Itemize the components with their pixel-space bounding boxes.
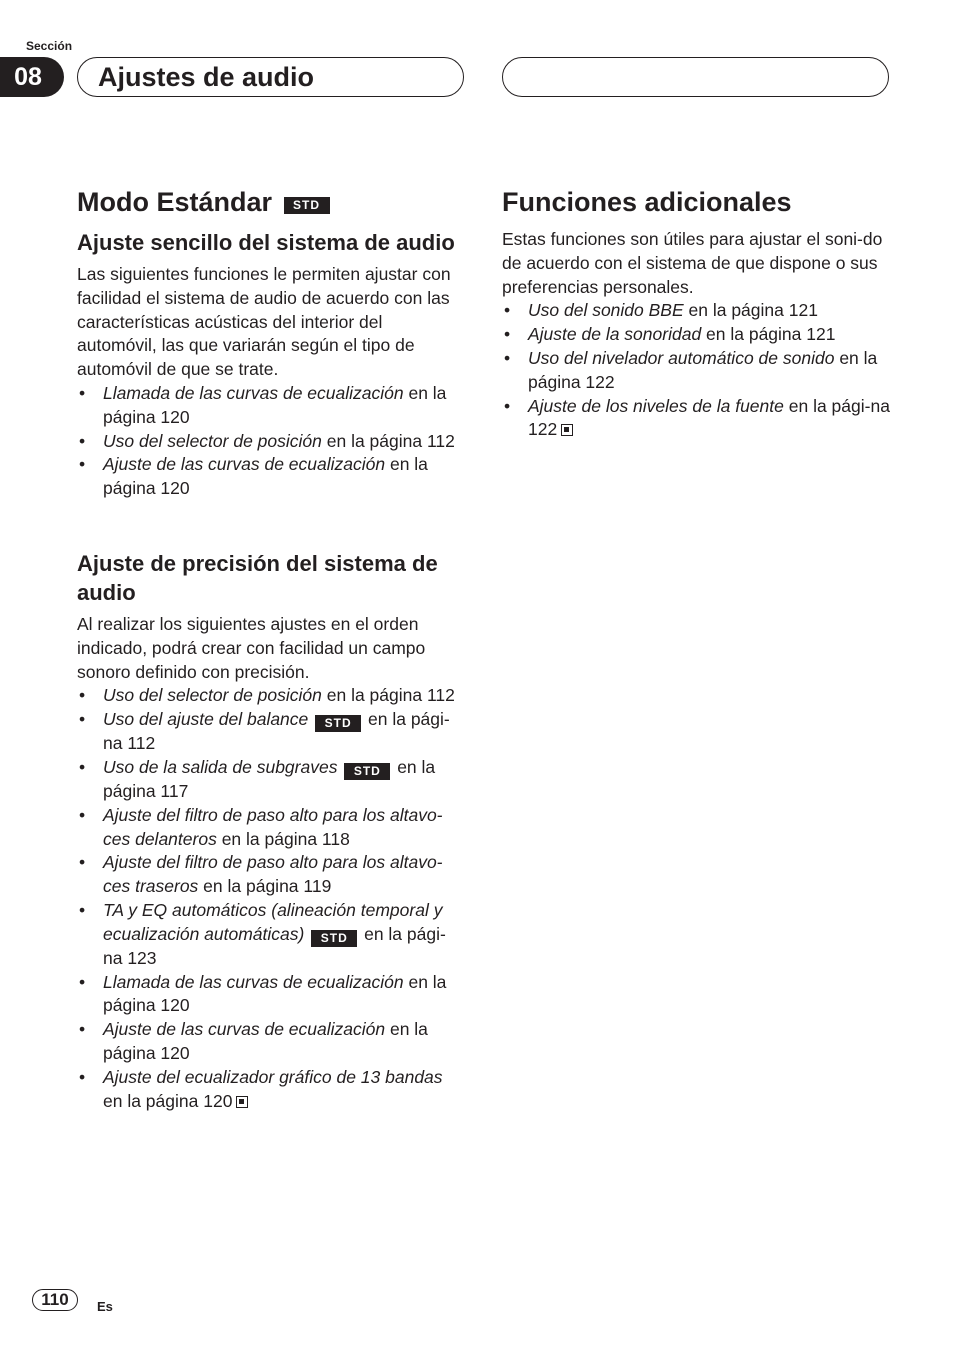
- item-function: Uso del sonido BBE: [528, 300, 684, 321]
- item-page-ref: en la página 119: [198, 876, 332, 897]
- list-item: [77, 899, 459, 971]
- precision-adjust-body: Al realizar los siguientes ajustes en el orden indicado, podrá crear con facilidad un campo sonoro definido con precisión.: [77, 613, 426, 682]
- item-page-ref: en la pági-na 112: [103, 709, 450, 754]
- list-item: [77, 756, 459, 804]
- simple-adjust-list: [77, 382, 459, 501]
- left-column: [77, 186, 459, 1113]
- precision-adjust-heading: Ajuste de precisión del sistema de audio: [77, 550, 438, 605]
- item-page-ref: en la página 121: [701, 324, 836, 345]
- precision-adjust-list: [77, 684, 459, 1113]
- end-of-section-icon: [236, 1096, 248, 1108]
- item-function: Ajuste del filtro de paso alto para los altavo-ces traseros: [103, 852, 443, 897]
- item-function: Uso del selector de posición: [103, 685, 322, 706]
- section-label: Sección: [26, 39, 73, 53]
- list-item: [77, 1066, 459, 1114]
- list-item: [502, 323, 890, 347]
- list-item: [502, 395, 890, 443]
- item-page-ref: en la página 120: [103, 1019, 428, 1063]
- section-number-tab: 08: [0, 57, 64, 97]
- std-badge-icon: STD: [344, 763, 390, 780]
- list-item: [77, 804, 459, 852]
- item-function: Ajuste del ecualizador gráfico de 13 bandas: [103, 1066, 443, 1087]
- list-item: [77, 684, 459, 708]
- list-item: [77, 430, 459, 454]
- item-function: Llamada de las curvas de ecualización: [103, 382, 404, 403]
- item-page-ref: en la página 121: [683, 300, 818, 321]
- list-item: [502, 299, 890, 323]
- item-function: Ajuste de los niveles de la fuente: [528, 395, 784, 416]
- standard-mode-title: [77, 186, 459, 218]
- list-item: [77, 851, 459, 899]
- item-page-ref: en la página 122: [528, 347, 878, 392]
- additional-functions-list: [502, 299, 890, 442]
- end-of-section-icon: [561, 424, 573, 436]
- simple-adjust-body: Las siguientes funciones le permiten ajustar con facilidad el sistema de audio de acuerdo con las características acústicas del interior del automóvil, las que variarán según el tipo de automóvil de que se trate.: [77, 264, 451, 380]
- item-function: Ajuste de las curvas de ecualización: [103, 454, 386, 475]
- item-function: Uso del nivelador automático de sonido: [528, 347, 835, 368]
- list-item: [77, 708, 459, 756]
- item-page-ref: en la página 112: [321, 685, 455, 706]
- item-page-ref: en la página 117: [103, 756, 436, 801]
- item-function: Llamada de las curvas de ecualización: [103, 971, 404, 992]
- item-function: Ajuste de las curvas de ecualización: [103, 1019, 386, 1040]
- item-page-ref: en la página 112: [321, 430, 455, 451]
- item-function: Uso de la salida de subgraves: [103, 756, 338, 777]
- item-function: Uso del selector de posición: [103, 430, 322, 451]
- header-title-box: [77, 57, 464, 97]
- std-badge-icon: STD: [284, 197, 330, 214]
- simple-adjust-heading: Ajuste sencillo del sistema de audio: [77, 230, 455, 255]
- header-empty-box: [502, 57, 889, 97]
- list-item: [502, 347, 890, 395]
- item-function: Ajuste de la sonoridad: [528, 324, 702, 345]
- right-column: [502, 186, 890, 442]
- item-page-ref: en la página 120: [103, 971, 447, 1016]
- additional-functions-title: Funciones adicionales: [502, 187, 792, 217]
- page-number: 110: [32, 1289, 78, 1311]
- standard-mode-title-text: Modo Estándar: [77, 187, 273, 217]
- header-title: Ajustes de audio: [98, 61, 315, 92]
- item-page-ref: en la página 120: [103, 1090, 233, 1111]
- list-item: [77, 971, 459, 1019]
- list-item: [77, 453, 459, 501]
- std-badge-icon: STD: [311, 930, 357, 947]
- additional-functions-body: Estas funciones son útiles para ajustar el soni-do de acuerdo con el sistema de que dispone o sus preferencias personales.: [502, 229, 883, 297]
- item-function: TA y EQ automáticos (alineación temporal y ecualización automáticas): [103, 899, 443, 944]
- list-item: [77, 382, 459, 430]
- language-code: Es: [97, 1299, 113, 1314]
- item-function: Uso del ajuste del balance: [103, 709, 309, 730]
- list-item: [77, 1018, 459, 1066]
- item-page-ref: en la página 120: [103, 454, 428, 499]
- item-function: Ajuste del filtro de paso alto para los altavo-ces delanteros: [103, 804, 443, 849]
- item-page-ref: en la pági-na 122: [528, 395, 890, 440]
- item-page-ref: en la pági-na 123: [103, 923, 446, 968]
- item-page-ref: en la página 120: [103, 382, 447, 427]
- std-badge-icon: STD: [315, 715, 361, 732]
- item-page-ref: en la página 118: [216, 828, 350, 849]
